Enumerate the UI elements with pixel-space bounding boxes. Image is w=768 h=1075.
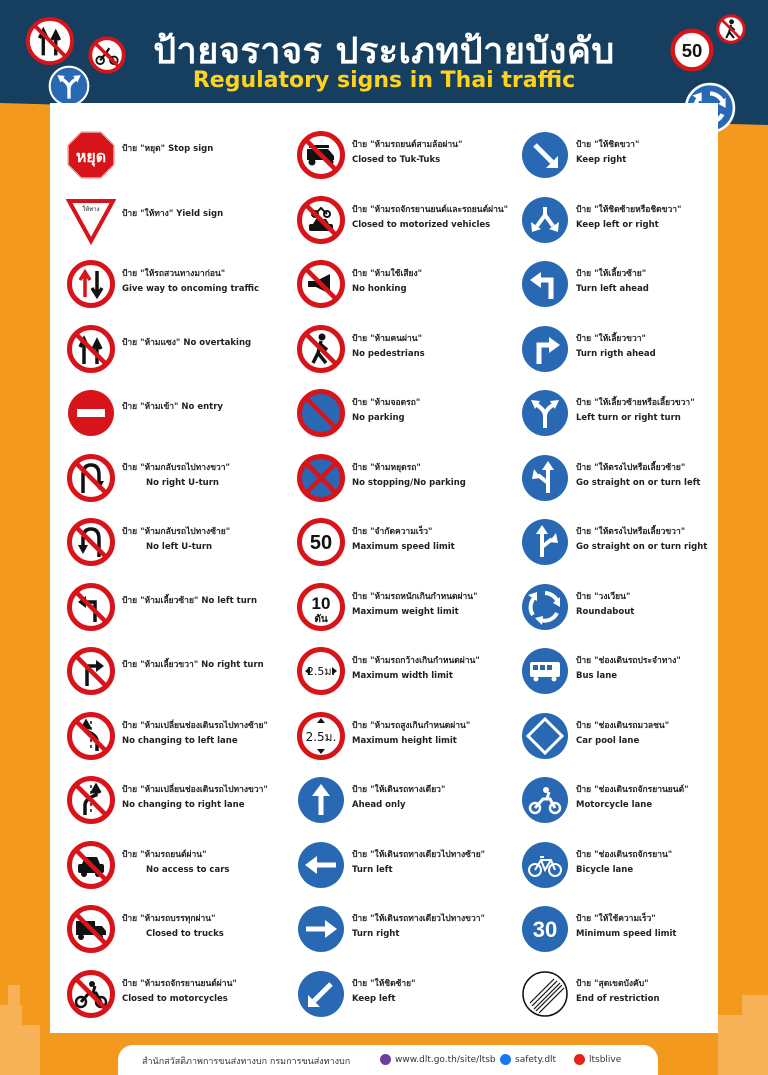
sign-english-name: Keep right: [576, 155, 627, 165]
sign-thai-name: "ให้ใช้ความเร็ว": [594, 914, 656, 924]
sign-caption: [122, 784, 292, 811]
sign-prefix: ป้าย: [352, 914, 368, 924]
sign-thai-name: "ห้ามเลี้ยวซ้าย": [140, 595, 199, 606]
sign-caption: [352, 591, 522, 618]
sign-caption: [122, 526, 292, 553]
sign-prefix: ป้าย: [352, 204, 368, 215]
sign-caption: [352, 397, 522, 424]
sign-item-end-restriction: [520, 964, 710, 1024]
sign-english-name: Turn right: [352, 929, 400, 939]
sign-prefix: ป้าย: [576, 591, 592, 602]
sign-item-no-right-turn: [66, 641, 294, 701]
sign-prefix: ป้าย: [576, 140, 592, 150]
sign-english-name: Go straight on or turn right: [576, 542, 708, 552]
header-left-or-right-icon: [48, 65, 90, 107]
keep-right-icon: [520, 130, 570, 180]
sign-prefix: ป้าย: [352, 591, 368, 602]
sign-item-give-way: [66, 254, 294, 314]
sign-thai-name: "ห้ามเปลี่ยนช่องเดินรถไปทางขวา": [140, 785, 268, 795]
sign-english-name: No parking: [352, 413, 405, 423]
sign-caption: [576, 397, 746, 424]
no-lane-change-left-icon: [66, 711, 116, 761]
sign-caption: [576, 784, 746, 811]
sign-item-no-motor-vehicles: [296, 190, 524, 250]
sign-thai-name: "ห้ามรถจักรยานยนต์ผ่าน": [140, 978, 237, 989]
sign-english-name: Minimum speed limit: [576, 929, 677, 939]
sign-thai-name: "ห้ามคนผ่าน": [370, 333, 423, 344]
sign-prefix: ป้าย: [352, 269, 368, 279]
sign-english-name: Bus lane: [576, 671, 618, 681]
signs-card: [50, 103, 718, 1033]
sign-thai-name: "ให้ชิดซ้ายหรือชิดขวา": [594, 204, 682, 215]
sign-item-no-right-uturn: [66, 448, 294, 508]
header-speed-label: 50: [681, 40, 703, 62]
sign-thai-name: "ห้ามเข้า": [140, 402, 179, 412]
header-speed-limit-icon: [670, 28, 714, 72]
sign-thai-name: "ให้เลี้ยวซ้าย": [594, 269, 647, 279]
sign-item-yield: [66, 190, 294, 250]
sign-prefix: ป้าย: [576, 462, 592, 473]
straight-or-left-icon: [520, 453, 570, 503]
sign-prefix: ป้าย: [122, 849, 138, 860]
sign-thai-name: "ห้ามจอดรถ": [370, 398, 421, 408]
sign-prefix: ป้าย: [122, 269, 138, 279]
sign-item-no-cars: [66, 835, 294, 895]
sign-item-left-or-right: [520, 383, 710, 443]
header-banner: [0, 0, 768, 120]
sign-item-no-left-turn: [66, 577, 294, 637]
sign-english-name: Closed to Tuk-Tuks: [352, 155, 441, 165]
sign-prefix: ป้าย: [576, 720, 592, 731]
no-stopping-icon: [296, 453, 346, 503]
sign-prefix: ป้าย: [352, 978, 368, 989]
sign-caption: [576, 268, 746, 295]
sign-item-bus-lane: [520, 641, 710, 701]
sign-item-no-pedestrians: [296, 319, 524, 379]
sign-item-keep-left: [296, 964, 524, 1024]
sign-caption: [576, 139, 746, 166]
sign-english-name: Ahead only: [352, 800, 406, 810]
sign-prefix: ป้าย: [576, 204, 592, 215]
footer-facebook-link[interactable]: [500, 1054, 556, 1065]
sign-item-min-speed: [520, 899, 710, 959]
sign-thai-name: "ช่องเดินรถมวลชน": [594, 720, 670, 731]
sign-thai-name: "จำกัดความเร็ว": [370, 527, 433, 537]
sign-english-name: Maximum speed limit: [352, 542, 455, 552]
sign-thai-name: "ห้ามรถยนต์ผ่าน": [140, 849, 207, 860]
roundabout-icon: [520, 582, 570, 632]
motorcycle-lane-icon: [520, 775, 570, 825]
no-right-uturn-icon: [66, 453, 116, 503]
sign-item-no-change-left: [66, 706, 294, 766]
car-pool-lane-icon: [520, 711, 570, 761]
sign-caption: [352, 720, 522, 747]
sign-thai-name: "ให้รถสวนทางมาก่อน": [140, 269, 226, 279]
sign-item-keep-right: [520, 125, 710, 185]
sign-item-one-way-right: [296, 899, 524, 959]
sign-prefix: ป้าย: [122, 144, 138, 154]
sign-item-no-honking: [296, 254, 524, 314]
no-lane-change-right-icon: [66, 775, 116, 825]
sign-caption: [122, 143, 292, 155]
sign-prefix: ป้าย: [576, 398, 592, 408]
sign-caption: [122, 337, 292, 349]
one-way-right-icon: [296, 904, 346, 954]
sign-prefix: ป้าย: [352, 333, 368, 344]
sign-item-no-motorcycles: [66, 964, 294, 1024]
sign-item-keep-left-or-right: [520, 190, 710, 250]
sign-caption: [352, 462, 522, 489]
sign-english-name: No changing to left lane: [122, 735, 238, 746]
footer-org: สำนักสวัสดิภาพการขนส่งทางบก กรมการขนส่งทางบก: [142, 1057, 351, 1067]
footer-youtube-link[interactable]: [574, 1054, 621, 1065]
sign-item-moto-lane: [520, 770, 710, 830]
give-way-oncoming-icon: [66, 259, 116, 309]
sign-thai-name: "ให้เลี้ยวขวา": [594, 333, 646, 344]
turn-left-ahead-icon: [520, 259, 570, 309]
header-no-overtaking-icon: [26, 17, 74, 65]
sign-item-no-entry: [66, 383, 294, 443]
stop-sign-icon: [66, 130, 116, 180]
sign-prefix: ป้าย: [352, 462, 368, 473]
minimum-speed-icon: [520, 904, 570, 954]
sign-english-name: Turn rigth ahead: [576, 348, 656, 359]
end-of-restriction-icon: [520, 969, 570, 1019]
footer-youtube-text: ltsblive: [589, 1055, 622, 1065]
one-way-left-icon: [296, 840, 346, 890]
sign-thai-name: "ให้ชิดขวา": [594, 140, 640, 150]
sign-thai-name: "ให้ตรงไปหรือเลี้ยวซ้าย": [594, 462, 686, 473]
footer-facebook-text: safety.dlt: [515, 1055, 557, 1065]
header-no-motorcycles-icon: [88, 36, 126, 74]
sign-prefix: ป้าย: [122, 337, 138, 348]
height-limit-value: 2.5ม.: [305, 729, 337, 744]
sign-thai-name: "ห้ามรถสูงเกินกำหนดผ่าน": [370, 720, 471, 731]
sign-caption: [352, 784, 522, 811]
sign-caption: [576, 204, 746, 231]
sign-english-name: Maximum weight limit: [352, 606, 459, 617]
sign-thai-name: "ช่องเดินรถจักรยานยนต์": [594, 785, 689, 795]
sign-thai-name: "ให้ตรงไปหรือเลี้ยวขวา": [594, 527, 686, 537]
sign-thai-name: "ห้ามแซง": [140, 337, 181, 348]
sign-caption: [352, 268, 522, 295]
sign-caption: [352, 655, 522, 682]
sign-thai-name: "วงเวียน": [594, 591, 631, 602]
sign-caption: [352, 204, 522, 231]
sign-prefix: ป้าย: [352, 785, 368, 795]
straight-or-right-icon: [520, 517, 570, 567]
sign-thai-name: "ให้ชิดซ้าย": [370, 978, 416, 989]
sign-english-name: No changing to right lane: [122, 800, 245, 810]
sign-english-name: Bicycle lane: [576, 864, 634, 875]
left-or-right-turn-icon: [520, 388, 570, 438]
sign-prefix: ป้าย: [576, 527, 592, 537]
footer-website-link[interactable]: [380, 1054, 496, 1065]
page-title-thai: ป้ายจราจร ประเภทป้ายบังคับ: [153, 31, 615, 72]
globe-icon: [380, 1054, 391, 1065]
no-trucks-icon: [66, 904, 116, 954]
sign-prefix: ป้าย: [122, 208, 138, 219]
sign-english-name: No left U-turn: [146, 542, 213, 552]
sign-caption: [122, 401, 292, 413]
no-pedestrians-icon: [296, 324, 346, 374]
sign-thai-name: "ช่องเดินรถประจำทาง": [594, 656, 681, 666]
sign-thai-name: "ห้ามรถหนักเกินกำหนดผ่าน": [370, 591, 478, 602]
keep-left-or-right-icon: [520, 195, 570, 245]
sign-thai-name: "ห้ามกลับรถไปทางขวา": [140, 462, 230, 473]
no-entry-icon: [66, 388, 116, 438]
sign-item-no-stopping: [296, 448, 524, 508]
keep-left-icon: [296, 969, 346, 1019]
sign-item-turn-left-ahead: [520, 254, 710, 314]
sign-caption: [352, 849, 522, 876]
sign-prefix: ป้าย: [352, 140, 368, 150]
sign-prefix: ป้าย: [576, 978, 592, 989]
sign-prefix: ป้าย: [122, 402, 138, 412]
sign-english-name: No pedestrians: [352, 348, 425, 359]
sign-prefix: ป้าย: [576, 914, 592, 924]
sign-item-no-left-uturn: [66, 512, 294, 572]
weight-limit-unit: ตัน: [314, 613, 328, 625]
sign-english-name: No right U-turn: [146, 477, 219, 488]
sign-caption: [122, 462, 292, 489]
sign-english-name: No overtaking: [183, 337, 252, 348]
sign-english-name: Roundabout: [576, 606, 635, 617]
sign-caption: [122, 268, 292, 295]
page-title-english: Regulatory signs in Thai traffic: [192, 68, 576, 93]
sign-english-name: End of restriction: [576, 993, 660, 1004]
sign-prefix: ป้าย: [576, 333, 592, 344]
sign-item-no-change-right: [66, 770, 294, 830]
no-motorcycles-icon: [66, 969, 116, 1019]
sign-caption: [576, 913, 746, 940]
sign-prefix: ป้าย: [352, 398, 368, 408]
yield-sign-text: ให้ทาง: [82, 205, 100, 213]
sign-english-name: Go straight on or turn left: [576, 477, 701, 488]
sign-prefix: ป้าย: [122, 462, 138, 473]
youtube-icon: [574, 1054, 585, 1065]
no-parking-icon: [296, 388, 346, 438]
sign-caption: [576, 333, 746, 360]
stop-sign-text: หยุด: [75, 147, 107, 166]
sign-item-no-overtaking: [66, 319, 294, 379]
sign-caption: [576, 655, 746, 682]
sign-english-name: Turn left: [352, 864, 393, 875]
facebook-icon: [500, 1054, 511, 1065]
sign-thai-name: "ห้ามรถบรรทุกผ่าน": [140, 914, 216, 924]
sign-item-ahead-only: [296, 770, 524, 830]
no-left-uturn-icon: [66, 517, 116, 567]
sign-item-straight-or-left: [520, 448, 710, 508]
sign-thai-name: "ห้ามเปลี่ยนช่องเดินรถไปทางซ้าย": [140, 720, 268, 731]
sign-caption: [122, 659, 292, 671]
sign-english-name: No left turn: [201, 595, 257, 606]
sign-caption: [122, 208, 292, 220]
sign-english-name: Left turn or right turn: [576, 413, 681, 423]
ahead-only-icon: [296, 775, 346, 825]
sign-thai-name: "ให้ทาง": [140, 208, 174, 219]
sign-english-name: No stopping/No parking: [352, 477, 466, 488]
footer-bar: [118, 1045, 658, 1075]
sign-thai-name: "หยุด": [140, 144, 166, 154]
sign-caption: [576, 849, 746, 876]
sign-prefix: ป้าย: [122, 660, 138, 670]
sign-item-width-limit: [296, 641, 524, 701]
sign-thai-name: "ให้เดินรถทางเดียวไปทางซ้าย": [370, 849, 486, 860]
sign-caption: [352, 913, 522, 940]
weight-limit-value: 10: [311, 593, 331, 613]
sign-caption: [122, 978, 292, 1005]
sign-prefix: ป้าย: [576, 849, 592, 860]
sign-caption: [352, 333, 522, 360]
sign-item-no-tuktuk: [296, 125, 524, 185]
no-tuktuk-icon: [296, 130, 346, 180]
no-cars-icon: [66, 840, 116, 890]
sign-english-name: Keep left or right: [576, 219, 659, 230]
sign-item-turn-right-ahead: [520, 319, 710, 379]
sign-item-straight-or-right: [520, 512, 710, 572]
header-no-pedestrians-icon: [716, 14, 746, 44]
sign-item-no-parking: [296, 383, 524, 443]
no-overtaking-icon: [66, 324, 116, 374]
sign-caption: [576, 978, 746, 1005]
sign-thai-name: "สุดเขตบังคับ": [594, 978, 649, 989]
sign-item-weight-limit: [296, 577, 524, 637]
sign-english-name: Give way to oncoming traffic: [122, 284, 259, 294]
speed-limit-value: 50: [309, 532, 333, 554]
sign-thai-name: "ห้ามเลี้ยวขวา": [140, 660, 199, 670]
sign-english-name: Stop sign: [168, 144, 214, 154]
sign-prefix: ป้าย: [576, 656, 592, 666]
sign-prefix: ป้าย: [352, 720, 368, 731]
sign-english-name: No access to cars: [146, 864, 230, 875]
sign-english-name: No entry: [181, 402, 223, 412]
sign-caption: [122, 913, 292, 940]
weight-limit-icon: [296, 582, 346, 632]
sign-english-name: Turn left ahead: [576, 284, 649, 294]
bus-lane-icon: [520, 646, 570, 696]
sign-caption: [576, 591, 746, 618]
no-right-turn-icon: [66, 646, 116, 696]
sign-thai-name: "ช่องเดินรถจักรยาน": [594, 849, 673, 860]
sign-english-name: Yield sign: [176, 208, 224, 219]
no-honking-icon: [296, 259, 346, 309]
sign-prefix: ป้าย: [352, 656, 368, 666]
sign-english-name: Closed to motorized vehicles: [352, 219, 491, 230]
sign-thai-name: "ห้ามรถยนต์สามล้อผ่าน": [370, 140, 463, 150]
yield-sign-icon: [66, 195, 116, 245]
speed-limit-icon: [296, 517, 346, 567]
turn-right-ahead-icon: [520, 324, 570, 374]
sign-prefix: ป้าย: [352, 527, 368, 537]
sign-thai-name: "ห้ามรถกว้างเกินกำหนดผ่าน": [370, 656, 480, 666]
sign-prefix: ป้าย: [122, 914, 138, 924]
sign-item-speed-limit: [296, 512, 524, 572]
sign-caption: [576, 526, 746, 553]
sign-prefix: ป้าย: [576, 785, 592, 795]
sign-english-name: No honking: [352, 284, 407, 294]
sign-english-name: Closed to trucks: [146, 929, 224, 939]
sign-item-car-pool: [520, 706, 710, 766]
sign-caption: [122, 849, 292, 876]
sign-item-stop: [66, 125, 294, 185]
sign-english-name: Maximum width limit: [352, 671, 453, 681]
sign-item-roundabout: [520, 577, 710, 637]
sign-thai-name: "ห้ามใช้เสียง": [370, 269, 423, 279]
height-limit-icon: [296, 711, 346, 761]
sign-prefix: ป้าย: [122, 720, 138, 731]
no-motor-vehicles-icon: [296, 195, 346, 245]
sign-caption: [352, 526, 522, 553]
sign-thai-name: "ห้ามหยุดรถ": [370, 462, 421, 473]
sign-thai-name: "ให้เดินรถทางเดียวไปทางขวา": [370, 914, 485, 924]
sign-prefix: ป้าย: [122, 527, 138, 537]
sign-prefix: ป้าย: [576, 269, 592, 279]
sign-thai-name: "ห้ามรถจักรยานยนต์และรถยนต์ผ่าน": [370, 204, 509, 215]
sign-item-bicycle-lane: [520, 835, 710, 895]
sign-thai-name: "ห้ามกลับรถไปทางซ้าย": [140, 527, 231, 537]
sign-thai-name: "ให้เดินรถทางเดียว": [370, 785, 446, 795]
sign-caption: [122, 595, 292, 607]
bicycle-lane-icon: [520, 840, 570, 890]
width-limit-icon: [296, 646, 346, 696]
sign-thai-name: "ให้เลี้ยวซ้ายหรือเลี้ยวขวา": [594, 398, 695, 408]
sign-item-no-trucks: [66, 899, 294, 959]
sign-caption: [352, 139, 522, 166]
sign-prefix: ป้าย: [122, 785, 138, 795]
sign-caption: [352, 978, 522, 1005]
sign-caption: [576, 462, 746, 489]
sign-english-name: Keep left: [352, 993, 396, 1004]
sign-item-one-way-left: [296, 835, 524, 895]
sign-english-name: Closed to motorcycles: [122, 993, 228, 1004]
sign-english-name: Maximum height limit: [352, 735, 457, 746]
width-limit-value: 2.5ม.: [306, 665, 336, 678]
sign-prefix: ป้าย: [122, 978, 138, 989]
sign-english-name: Motorcycle lane: [576, 800, 653, 810]
sign-item-height-limit: [296, 706, 524, 766]
sign-caption: [122, 720, 292, 747]
sign-english-name: No right turn: [201, 660, 264, 670]
sign-english-name: Car pool lane: [576, 735, 640, 746]
minimum-speed-value: 30: [532, 917, 558, 942]
no-left-turn-icon: [66, 582, 116, 632]
sign-caption: [576, 720, 746, 747]
footer-website-text: www.dlt.go.th/site/ltsb: [395, 1055, 496, 1065]
sign-prefix: ป้าย: [122, 595, 138, 606]
sign-prefix: ป้าย: [352, 849, 368, 860]
